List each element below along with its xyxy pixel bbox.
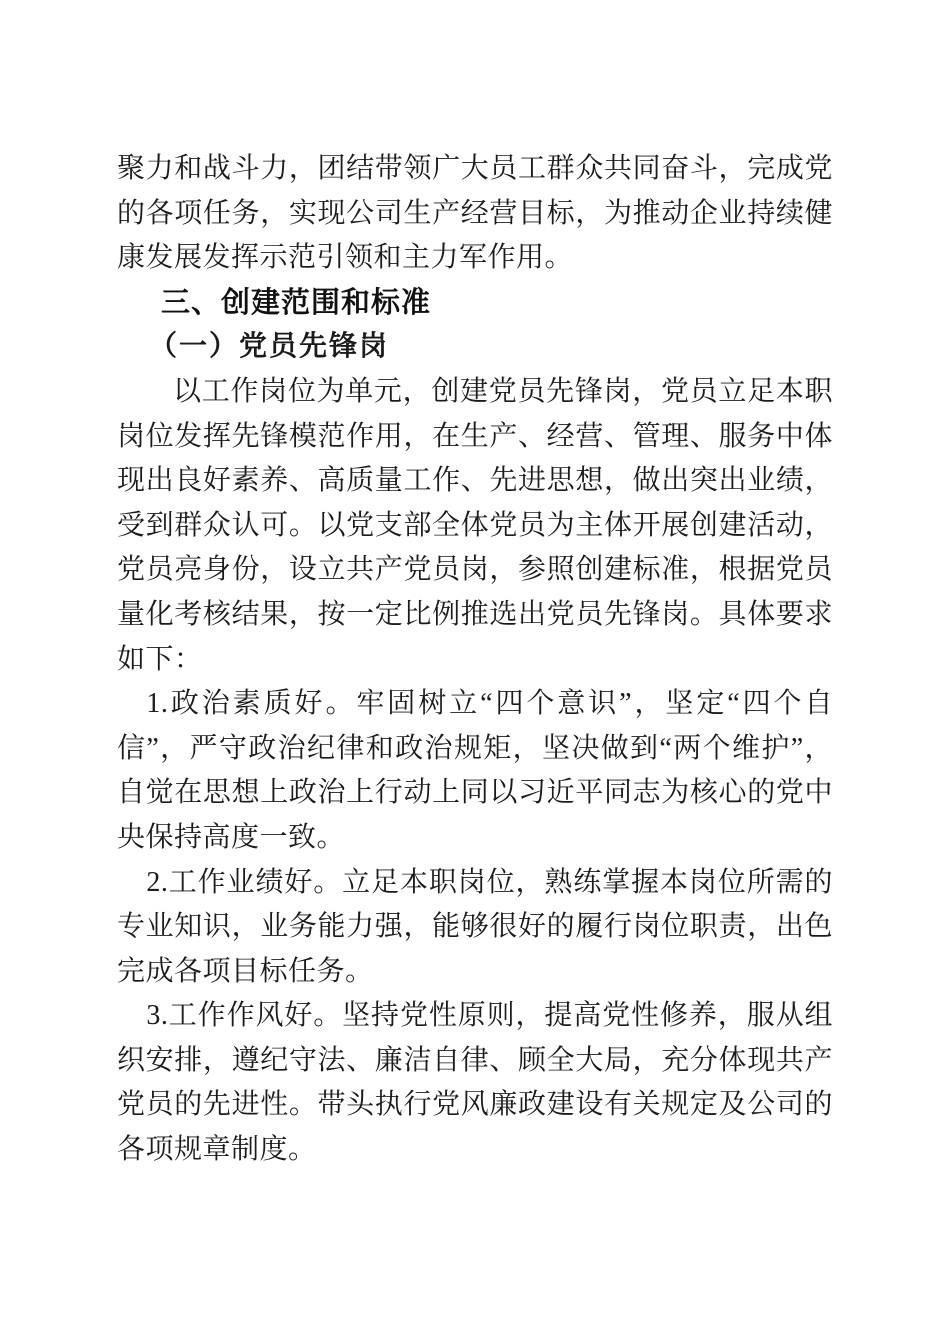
subsection-heading: （一）党员先锋岗 [149,331,390,363]
section-heading: 三、创建范围和标准 [161,286,432,319]
numbered-item-2: 2.工作业绩好。立足本职岗位，熟练掌握本岗位所需的专业知识，业务能力强，能够很好的履行岗位职责，出色完成各项目标任务。 [117,866,833,987]
page-content [117,147,833,1173]
paragraph-intro-continuation: 聚力和战斗力，团结带领广大员工群众共同奋斗，完成党的各项任务，实现公司生产经营目标，为推动企业持续健康发展发挥示范引领和主力军作用。 [117,153,833,274]
paragraph-body: 以工作岗位为单元，创建党员先锋岗，党员立足本职岗位发挥先锋模范作用，在生产、经营、管理、服务中体现出良好素养、高质量工作、先进思想，做出突出业绩，受到群众认可。以党支部全体党员为主体开展创建活动，党员亮身份，设立共产党员岗，参照创建标准，根据党员量化考核结果，按一定比例推选出党员先锋岗。具体要求如下： [117,375,833,675]
numbered-item-3: 3.工作作风好。坚持党性原则，提高党性修养，服从组织安排，遵纪守法、廉洁自律、顾全大局，充分体现共产党员的先进性。带头执行党风廉政建设有关规定及公司的各项规章制度。 [117,1000,833,1166]
numbered-item-1: 1.政治素质好。牢固树立“四个意识”，坚定“四个自信”，严守政治纪律和政治规矩，坚决做到“两个维护”，自觉在思想上政治上行动上同以习近平同志为核心的党中央保持高度一致。 [117,688,833,853]
